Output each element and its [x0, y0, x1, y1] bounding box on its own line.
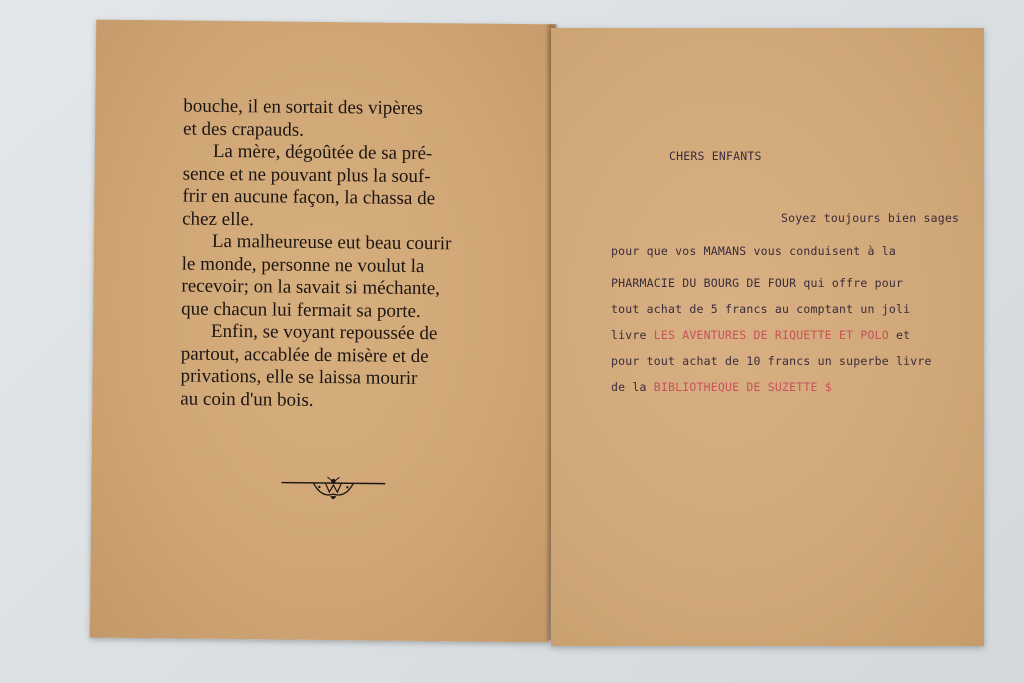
story-line: que chacun lui fermait sa porte. — [181, 298, 421, 322]
typed-segment: de la — [611, 380, 654, 394]
story-line: bouche, il en sortait des vipères — [183, 95, 423, 120]
story-line: recevoir; on la savait si méchante, — [181, 275, 441, 300]
story-line: au coin d'un bois. — [180, 388, 314, 411]
story-line: le monde, personne ne voulut la — [181, 253, 425, 277]
greeting-heading: CHERS ENFANTS — [669, 149, 762, 163]
typed-segment: et — [888, 328, 911, 342]
story-text — [180, 96, 503, 414]
typed-segment: Soyez toujours bien sages — [781, 211, 960, 225]
typed-line — [781, 211, 959, 225]
typed-line — [611, 302, 910, 316]
story-paragraph — [180, 321, 501, 414]
typed-segment: PHARMACIE DU BOURG DE FOUR qui offre pour — [611, 276, 904, 290]
story-line: frir en aucune façon, la chassa de — [182, 185, 436, 210]
red-typed-title: LES AVENTURES DE RIQUETTE ET POLO — [653, 328, 889, 342]
typed-line — [611, 244, 896, 258]
story-paragraph — [181, 231, 502, 324]
typed-line — [611, 380, 832, 394]
story-line: La malheureuse eut beau courir — [211, 230, 452, 255]
story-line: privations, elle se laissa mourir — [180, 365, 418, 389]
typed-segment: pour tout achat de 10 francs un superbe livre — [611, 354, 932, 368]
story-line: La mère, dégoûtée de sa pré- — [212, 140, 433, 165]
ornament-icon — [281, 474, 385, 505]
story-line: et des crapauds. — [183, 118, 305, 141]
red-typed-title: BIBLIOTHEQUE DE SUZETTE $ — [653, 380, 832, 394]
typed-line — [611, 328, 910, 342]
typed-line — [611, 354, 932, 368]
left-page — [90, 20, 556, 643]
story-line: partout, accablée de misère et de — [180, 343, 429, 367]
typed-segment: pour que vos MAMANS vous conduisent à la — [611, 244, 896, 258]
typed-line — [611, 276, 903, 290]
story-paragraph — [182, 141, 503, 234]
typed-segment: livre — [611, 328, 654, 342]
right-page — [551, 28, 984, 646]
story-line: chez elle. — [182, 208, 255, 230]
story-line: Enfin, se voyant repoussée de — [210, 320, 438, 345]
story-paragraph — [183, 96, 503, 144]
story-line: sence et ne pouvant plus la souf- — [182, 163, 431, 187]
typed-segment: tout achat de 5 francs au comptant un joli — [611, 302, 911, 316]
